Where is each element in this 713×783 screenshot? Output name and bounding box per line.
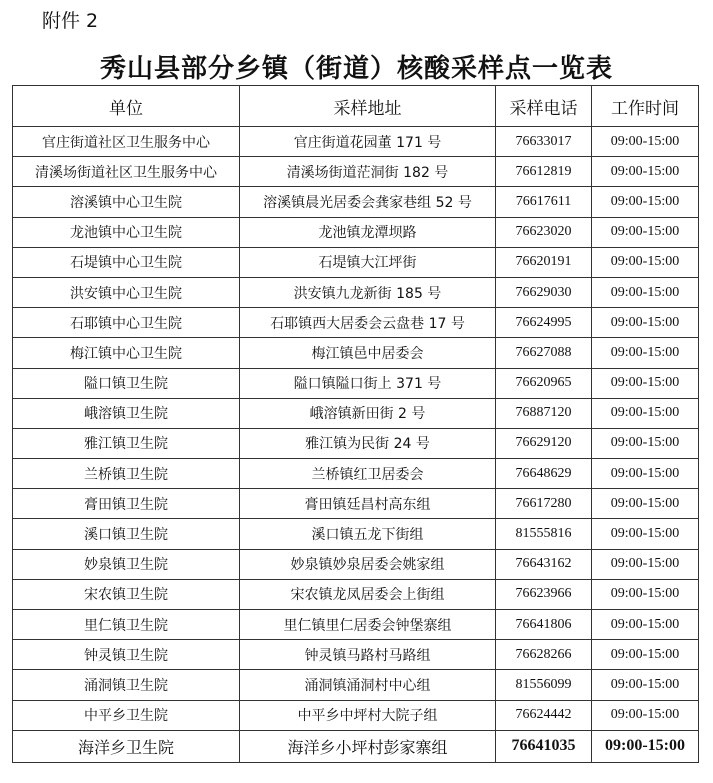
- cell-unit: 石耶镇中心卫生院: [13, 308, 240, 338]
- cell-unit: 里仁镇卫生院: [13, 610, 240, 640]
- header-hours: 工作时间: [592, 86, 699, 127]
- table-row: [13, 459, 699, 489]
- cell-hours: 09:00-15:00: [592, 549, 699, 579]
- cell-phone: 81556099: [496, 670, 592, 700]
- table-row: [13, 217, 699, 247]
- cell-hours: 09:00-15:00: [592, 610, 699, 640]
- cell-phone: 76624995: [496, 308, 592, 338]
- table-header-row: [13, 86, 699, 127]
- table-row: [13, 579, 699, 609]
- cell-hours: 09:00-15:00: [592, 247, 699, 277]
- cell-phone: 76628266: [496, 640, 592, 670]
- cell-address: 石耶镇西大居委会云盘巷 17 号: [240, 308, 496, 338]
- cell-hours: 09:00-15:00: [592, 277, 699, 307]
- cell-address: 隘口镇隘口街上 371 号: [240, 368, 496, 398]
- table-row: [13, 247, 699, 277]
- table-row: [13, 398, 699, 428]
- cell-unit: 官庄街道社区卫生服务中心: [13, 127, 240, 157]
- cell-phone: 76617611: [496, 187, 592, 217]
- cell-hours: 09:00-15:00: [592, 157, 699, 187]
- cell-hours: 09:00-15:00: [592, 670, 699, 700]
- cell-hours: 09:00-15:00: [592, 217, 699, 247]
- table-row: [13, 277, 699, 307]
- cell-hours: 09:00-15:00: [592, 489, 699, 519]
- table-row: [13, 549, 699, 579]
- cell-unit: 宋农镇卫生院: [13, 579, 240, 609]
- cell-address: 兰桥镇红卫居委会: [240, 459, 496, 489]
- table-row: [13, 670, 699, 700]
- cell-hours: 09:00-15:00: [592, 187, 699, 217]
- cell-address: 梅江镇邑中居委会: [240, 338, 496, 368]
- header-unit: 单位: [13, 86, 240, 127]
- cell-address: 官庄街道花园董 171 号: [240, 127, 496, 157]
- sampling-sites-table: [12, 85, 699, 763]
- cell-unit: 洪安镇中心卫生院: [13, 277, 240, 307]
- table-row: [13, 338, 699, 368]
- cell-hours: 09:00-15:00: [592, 700, 699, 730]
- cell-hours: 09:00-15:00: [592, 459, 699, 489]
- cell-hours: 09:00-15:00: [592, 398, 699, 428]
- cell-unit: 梅江镇中心卫生院: [13, 338, 240, 368]
- page-title: 秀山县部分乡镇（街道）核酸采样点一览表: [99, 54, 613, 84]
- cell-hours: 09:00-15:00: [592, 519, 699, 549]
- cell-phone: 81555816: [496, 519, 592, 549]
- cell-phone: 76629120: [496, 428, 592, 458]
- cell-phone: 76623020: [496, 217, 592, 247]
- cell-unit: 隘口镇卫生院: [13, 368, 240, 398]
- cell-phone: 76617280: [496, 489, 592, 519]
- table-row: [13, 700, 699, 730]
- cell-unit: 中平乡卫生院: [13, 700, 240, 730]
- cell-unit: 海洋乡卫生院: [13, 730, 240, 762]
- cell-hours: 09:00-15:00: [592, 640, 699, 670]
- cell-unit: 溪口镇卫生院: [13, 519, 240, 549]
- table-row: [13, 730, 699, 762]
- cell-address: 海洋乡小坪村彭家寨组: [240, 730, 496, 762]
- cell-phone: 76627088: [496, 338, 592, 368]
- cell-address: 宋农镇龙凤居委会上街组: [240, 579, 496, 609]
- cell-unit: 妙泉镇卫生院: [13, 549, 240, 579]
- cell-unit: 清溪场街道社区卫生服务中心: [13, 157, 240, 187]
- cell-hours: 09:00-15:00: [592, 127, 699, 157]
- cell-hours: 09:00-15:00: [592, 579, 699, 609]
- cell-phone: 76624442: [496, 700, 592, 730]
- cell-address: 溪口镇五龙下街组: [240, 519, 496, 549]
- header-address: 采样地址: [240, 86, 496, 127]
- cell-address: 清溪场街道茫洞街 182 号: [240, 157, 496, 187]
- cell-phone: 76612819: [496, 157, 592, 187]
- table-row: [13, 428, 699, 458]
- cell-address: 峨溶镇新田街 2 号: [240, 398, 496, 428]
- cell-phone: 76887120: [496, 398, 592, 428]
- cell-address: 钟灵镇马路村马路组: [240, 640, 496, 670]
- cell-address: 中平乡中坪村大院子组: [240, 700, 496, 730]
- cell-hours: 09:00-15:00: [592, 338, 699, 368]
- cell-hours: 09:00-15:00: [592, 308, 699, 338]
- cell-address: 雅江镇为民街 24 号: [240, 428, 496, 458]
- cell-address: 溶溪镇晨光居委会龚家巷组 52 号: [240, 187, 496, 217]
- cell-hours: 09:00-15:00: [592, 428, 699, 458]
- cell-unit: 钟灵镇卫生院: [13, 640, 240, 670]
- cell-unit: 石堤镇中心卫生院: [13, 247, 240, 277]
- cell-phone: 76629030: [496, 277, 592, 307]
- cell-phone: 76620191: [496, 247, 592, 277]
- cell-address: 妙泉镇妙泉居委会姚家组: [240, 549, 496, 579]
- cell-phone: 76641806: [496, 610, 592, 640]
- cell-address: 龙池镇龙潭坝路: [240, 217, 496, 247]
- cell-unit: 雅江镇卫生院: [13, 428, 240, 458]
- table-row: [13, 489, 699, 519]
- cell-hours: 09:00-15:00: [592, 730, 699, 762]
- cell-address: 里仁镇里仁居委会钟堡寨组: [240, 610, 496, 640]
- cell-phone: 76648629: [496, 459, 592, 489]
- cell-unit: 龙池镇中心卫生院: [13, 217, 240, 247]
- cell-unit: 涌洞镇卫生院: [13, 670, 240, 700]
- cell-phone: 76620965: [496, 368, 592, 398]
- cell-unit: 峨溶镇卫生院: [13, 398, 240, 428]
- table-row: [13, 640, 699, 670]
- cell-unit: 膏田镇卫生院: [13, 489, 240, 519]
- table-row: [13, 610, 699, 640]
- cell-address: 涌洞镇涌洞村中心组: [240, 670, 496, 700]
- cell-address: 石堤镇大江坪街: [240, 247, 496, 277]
- cell-phone: 76623966: [496, 579, 592, 609]
- cell-address: 洪安镇九龙新街 185 号: [240, 277, 496, 307]
- cell-phone: 76633017: [496, 127, 592, 157]
- cell-phone: 76643162: [496, 549, 592, 579]
- table-row: [13, 157, 699, 187]
- table-row: [13, 519, 699, 549]
- table-row: [13, 127, 699, 157]
- cell-unit: 溶溪镇中心卫生院: [13, 187, 240, 217]
- cell-unit: 兰桥镇卫生院: [13, 459, 240, 489]
- header-phone: 采样电话: [496, 86, 592, 127]
- table-row: [13, 308, 699, 338]
- table-body: [13, 127, 699, 763]
- cell-hours: 09:00-15:00: [592, 368, 699, 398]
- attachment-label: 附件 2: [42, 10, 99, 32]
- table-row: [13, 368, 699, 398]
- cell-address: 膏田镇廷昌村高东组: [240, 489, 496, 519]
- table-row: [13, 187, 699, 217]
- cell-phone: 76641035: [496, 730, 592, 762]
